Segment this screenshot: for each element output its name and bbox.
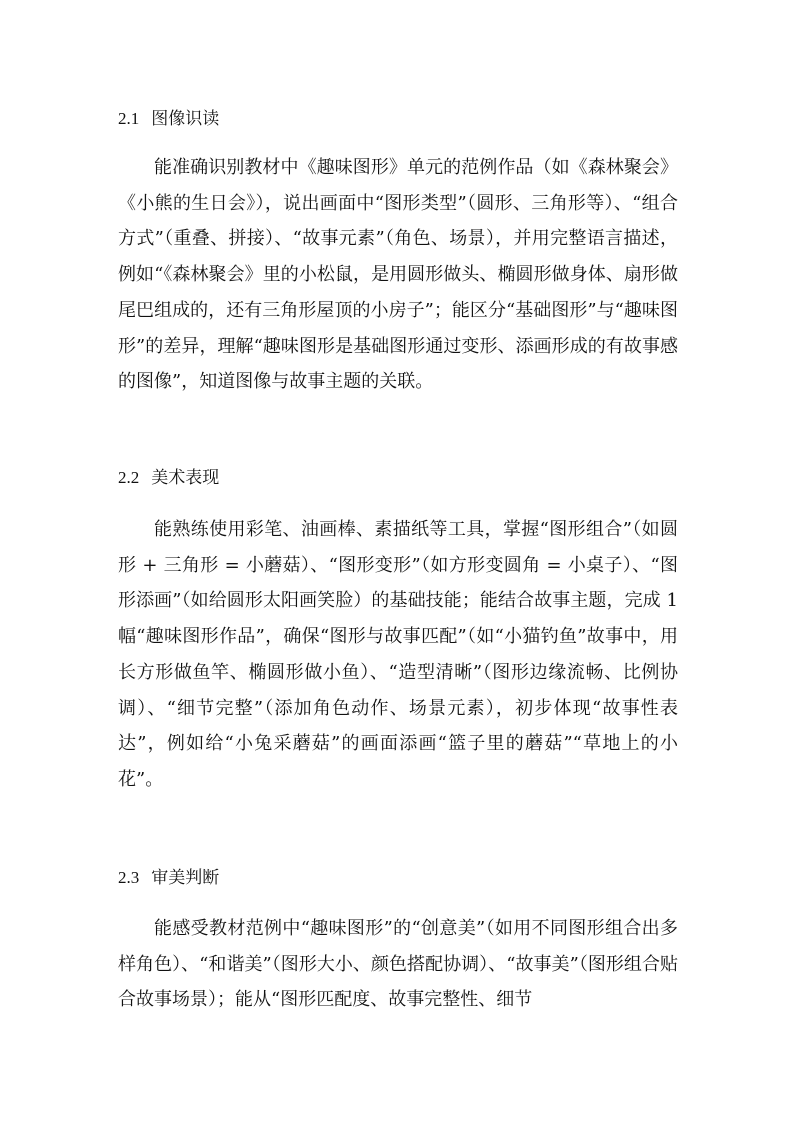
section-number: 2.1 <box>118 109 140 128</box>
section-heading <box>118 864 219 892</box>
section-paragraph: 能熟练使用彩笔、油画棒、素描纸等工具，掌握“图形组合”（如圆形 + 三角形 = 小蘑菇）、“图形变形”（如方形变圆角 = 小桌子）、“图形添画”（如给圆形太阳画笑脸）的基础技能；能结合故事主题，完成 1 幅“趣味图形作品”，确保“图形与故事匹配”（如“小猫钓鱼”故事中，用长方形做鱼竿、椭圆形做小鱼）、“造型清晰”（图形边缘流畅、比例协调）、“细节完整”（添加角色动作、场景元素），初步体现“故事性表达”，例如给“小兔采蘑菇”的画面添画“篮子里的蘑菇”“草地上的小花”。 <box>118 519 678 790</box>
section-title: 美术表现 <box>151 468 220 488</box>
section-number: 2.3 <box>118 868 140 887</box>
section-heading <box>118 105 219 133</box>
section-number: 2.2 <box>118 468 140 487</box>
section-title: 审美判断 <box>151 868 220 888</box>
section-title: 图像识读 <box>151 109 220 129</box>
section-paragraph: 能感受教材范例中“趣味图形”的“创意美”（如用不同图形组合出多样角色）、“和谐美”（图形大小、颜色搭配协调）、“故事美”（图形组合贴合故事场景）；能从“图形匹配度、故事完整性、细节 <box>118 918 678 1011</box>
section-paragraph: 能准确识别教材中《趣味图形》单元的范例作品（如《森林聚会》《小熊的生日会》），说出画面中“图形类型”（圆形、三角形等）、“组合方式”（重叠、拼接）、“故事元素”（角色、场景），并用完整语言描述，例如“《森林聚会》里的小松鼠，是用圆形做头、椭圆形做身体、扇形做尾巴组成的，还有三角形屋顶的小房子”；能区分“基础图形”与“趣味图形”的差异，理解“趣味图形是基础图形通过变形、添画形成的有故事感的图像”，知道图像与故事主题的关联。 <box>118 157 678 393</box>
section-heading <box>118 464 219 492</box>
